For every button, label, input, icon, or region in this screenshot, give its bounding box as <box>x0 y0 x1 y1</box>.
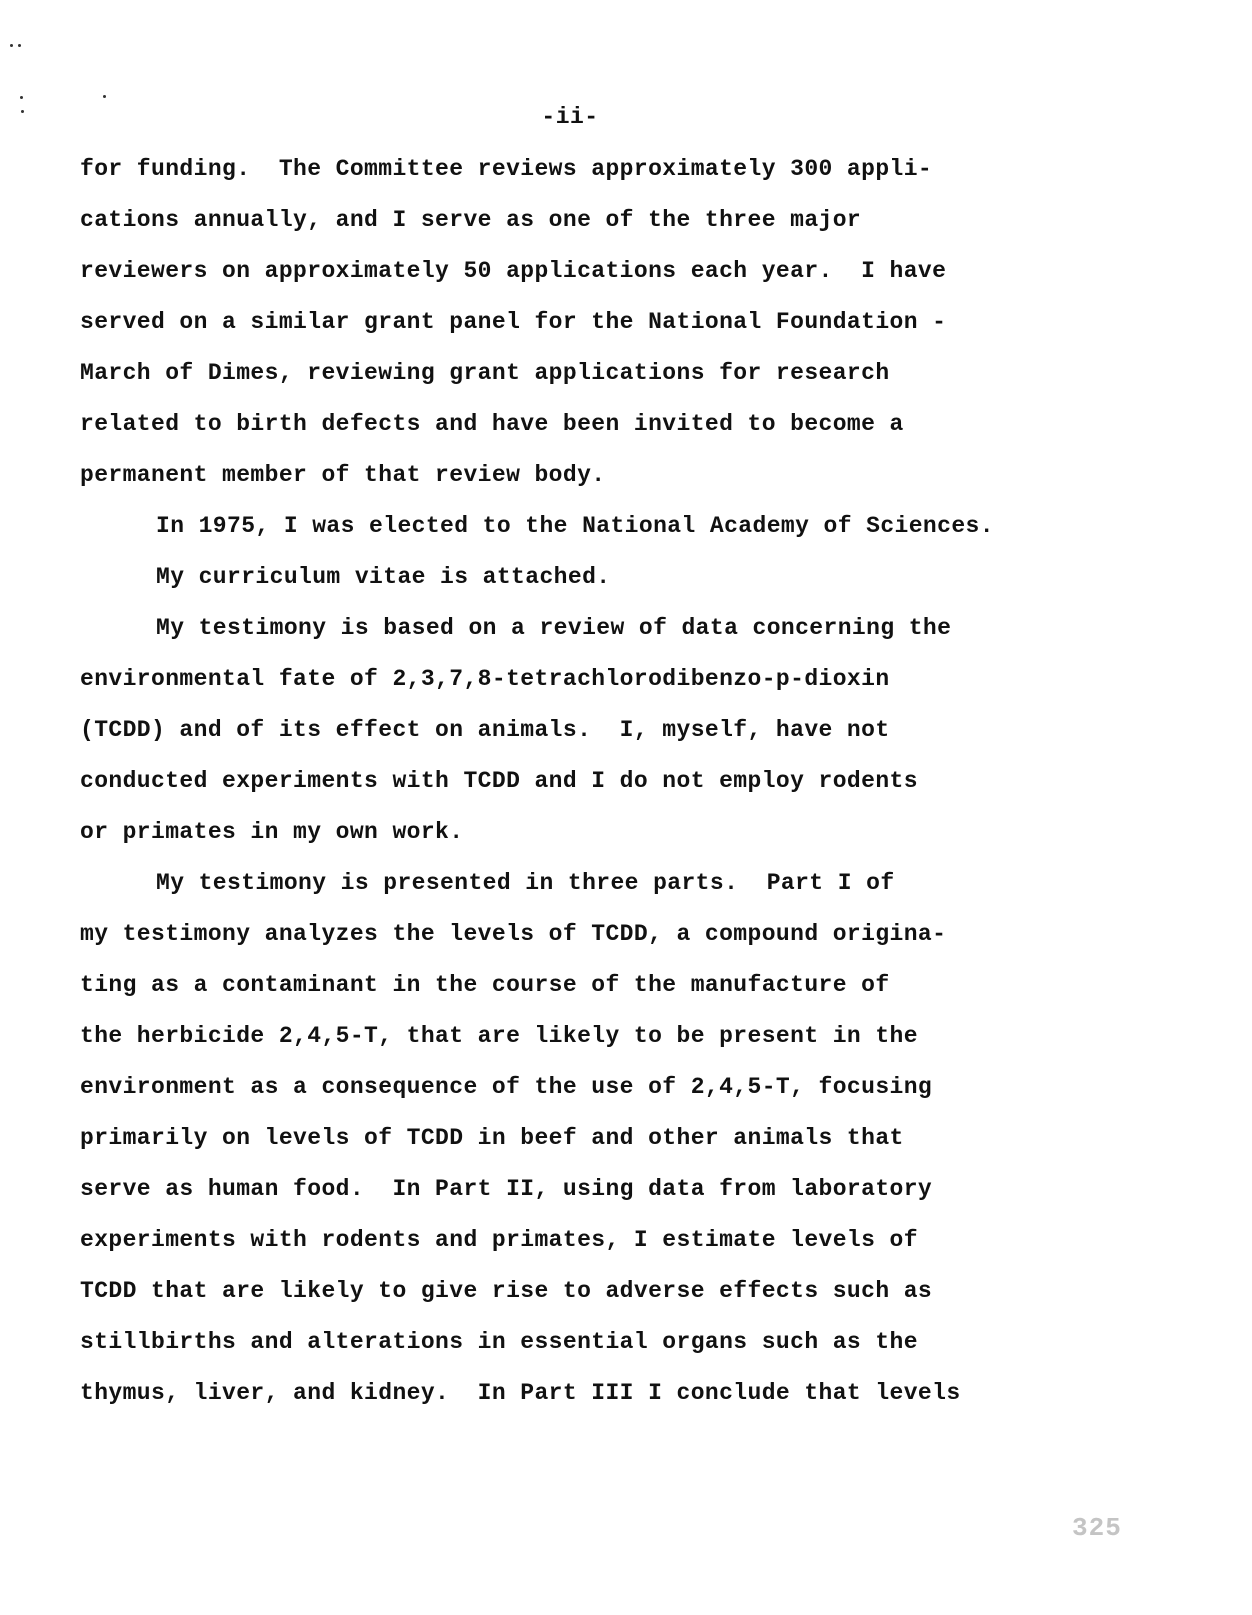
paragraph-start-line: In 1975, I was elected to the National Academy of Sciences. <box>156 513 994 539</box>
text-line: cations annually, and I serve as one of the three major <box>80 207 862 233</box>
text-line: TCDD that are likely to give rise to adverse effects such as <box>80 1278 933 1304</box>
bates-number: 325 <box>1072 1513 1122 1543</box>
text-line: environmental fate of 2,3,7,8-tetrachlorodibenzo-p-dioxin <box>80 666 890 692</box>
text-line: or primates in my own work. <box>80 819 464 845</box>
text-line: conducted experiments with TCDD and I do not employ rodents <box>80 768 918 794</box>
text-line: the herbicide 2,4,5-T, that are likely to be present in the <box>80 1023 918 1049</box>
scan-speck <box>20 96 23 99</box>
text-line: thymus, liver, and kidney. In Part III I conclude that levels <box>80 1380 961 1406</box>
text-line: environment as a consequence of the use of 2,4,5-T, focusing <box>80 1074 933 1100</box>
text-line: serve as human food. In Part II, using data from laboratory <box>80 1176 933 1202</box>
text-line: ting as a contaminant in the course of the manufacture of <box>80 972 890 998</box>
paragraph-start-line: My testimony is based on a review of data concerning the <box>156 615 952 641</box>
text-line: stillbirths and alterations in essential organs such as the <box>80 1329 918 1355</box>
page-number: -ii- <box>541 104 599 130</box>
text-line: reviewers on approximately 50 applications each year. I have <box>80 258 947 284</box>
text-line: primarily on levels of TCDD in beef and other animals that <box>80 1125 904 1151</box>
body-text <box>80 152 1080 1427</box>
scan-speck <box>10 44 13 47</box>
text-line: related to birth defects and have been invited to become a <box>80 411 904 437</box>
paragraph-start-line: My testimony is presented in three parts. Part I of <box>156 870 895 896</box>
paragraph-start-line: My curriculum vitae is attached. <box>156 564 611 590</box>
text-line: (TCDD) and of its effect on animals. I, myself, have not <box>80 717 890 743</box>
text-line: for funding. The Committee reviews approximately 300 appli- <box>80 156 933 182</box>
scan-speck <box>18 44 21 47</box>
text-line: served on a similar grant panel for the National Foundation - <box>80 309 947 335</box>
text-line: March of Dimes, reviewing grant applications for research <box>80 360 890 386</box>
scan-speck <box>103 95 106 98</box>
text-line: my testimony analyzes the levels of TCDD, a compound origina- <box>80 921 947 947</box>
text-line: experiments with rodents and primates, I estimate levels of <box>80 1227 918 1253</box>
text-line: permanent member of that review body. <box>80 462 606 488</box>
